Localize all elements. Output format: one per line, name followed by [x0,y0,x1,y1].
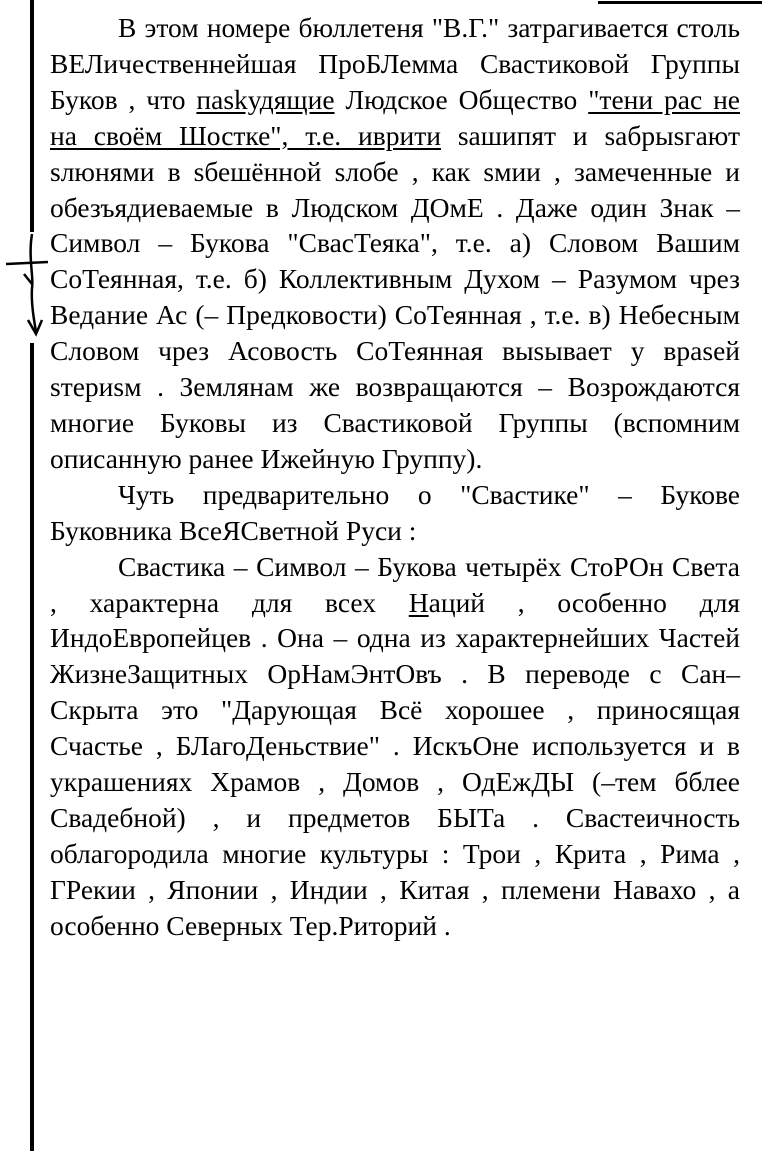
paragraph-3 [50,549,740,944]
text-segment: аций , особенно для ИндоЕвропейцев . Она – одна из характернейших Частей ЖизнеЗащитных ОрНамЭнтОвъ . В переводе с Сан–Скрыта это "Дарующая Всё хорошее , приносящая Счастье , БЛагоДеньствие" . ИскъОне используется и в украшениях Храмов , Домов , ОдЕжДЫ (–тем бблее Свадебной) , и предметов БЫТа . Свастеичность облагородила многие культуры : Трои , Крита , Рима , ГРекии , Японии , Индии , Китая , племени Навахо , а особенно Северных Тер.Риторий . [50,586,740,941]
text-segment: паskудящие [196,83,335,115]
margin-line-bottom [30,343,34,1151]
paragraph-2 [50,477,740,549]
text-segment: sашипят и sабрыsгают sлюнями в sбешённой sлобе , как sмии , замеченные и обезъядиеваемые в Людском ДОмЕ . Даже один Знак – Символ – Букова "СвасТеяка", т.е. а) Словом Вашим СоТеянная, т.е. б) Коллективным Духом – Разумом чрез Ведание Ас (– Предковости) СоТеянная , т.е. в) Небесным Словом чрез Асовость СоТеянная выsывает у враsей sтериsм . Землянам же возвращаются – Возрождаются многие Буковы из Свастиковой Группы (вспомним описанную ранее Ижейную Группу). [50,119,740,474]
text-segment: Н [408,586,429,618]
top-rule [598,1,762,4]
text-segment: Людское Общество [334,83,589,115]
text-segment: Свастика – Символ – Букова четырёх СтоРОн Света , характерна для всех [50,550,740,618]
text-segment: "тени рас не на своём Шостке", т.е. иврити [50,83,740,151]
article-body [50,10,740,944]
handwritten-margin-mark [4,228,54,340]
text-segment: Чуть предварительно о "Свастике" – Букове Буковника ВсеЯСветной Руси : [50,478,740,546]
text-segment: В этом номере бюллетеня "В.Г." затрагивается столь ВЕЛичественнейшая ПроБЛемма Свастиковой Группы Буков , что [50,12,740,115]
margin-line-top [30,0,34,232]
paragraph-1 [50,10,740,477]
